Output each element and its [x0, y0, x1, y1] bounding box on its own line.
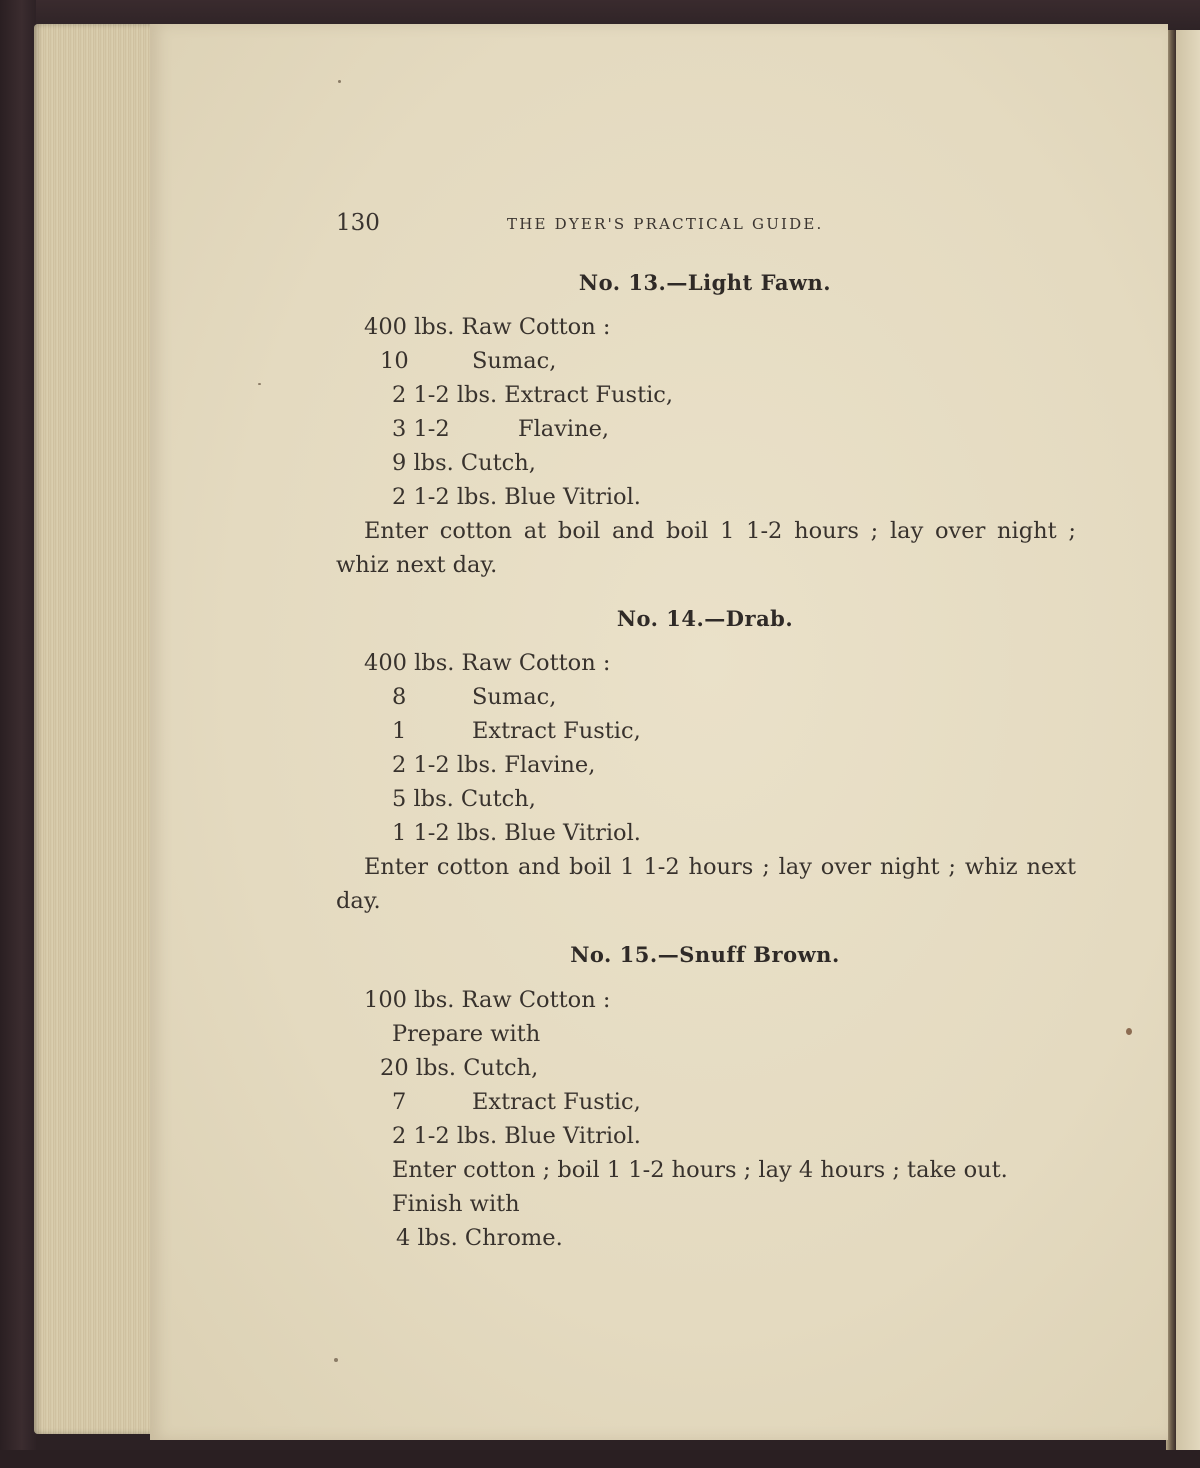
recipe-13-line-5: 9 lbs. Cutch, [392, 450, 536, 476]
recipe-13-line-2-item: Sumac, [472, 348, 557, 374]
recipe-14-line-2-qty: 8 [392, 684, 407, 710]
recipe-15-line-3: 20 lbs. Cutch, [380, 1055, 539, 1081]
page-number: 130 [336, 210, 380, 236]
recipe-13-line-1: 400 lbs. Raw Cotton : [364, 314, 611, 340]
running-title: THE DYER'S PRACTICAL GUIDE. [507, 215, 824, 233]
recipe-14-title: No. 14.—Drab. [616, 606, 794, 631]
recipe-13-line-4-item: Flavine, [518, 416, 610, 442]
recipe-14-line-3-qty: 1 [392, 718, 407, 744]
recipe-13-line-2-qty: 10 [380, 348, 409, 374]
recipe-13-line-6: 2 1-2 lbs. Blue Vitriol. [392, 484, 641, 510]
recipe-13-line-3: 2 1-2 lbs. Extract Fustic, [392, 382, 674, 408]
page-edges [34, 24, 156, 1434]
paper-speck [258, 383, 261, 385]
recipe-15-title: No. 15.—Snuff Brown. [570, 942, 840, 967]
facing-page-edge [1176, 30, 1200, 1450]
recipe-14-instructions: Enter cotton and boil 1 1-2 hours ; lay over night ; whiz next day. [336, 854, 1076, 914]
recipe-15-line-8: 4 lbs. Chrome. [396, 1225, 563, 1251]
book-cover-spine [0, 0, 36, 1468]
recipe-15-line-7: Finish with [392, 1191, 520, 1217]
recipe-14-line-4: 2 1-2 lbs. Flavine, [392, 752, 596, 778]
recipe-15-line-4-item: Extract Fustic, [472, 1089, 641, 1115]
paper-speck [334, 1358, 338, 1362]
recipe-15-line-6: Enter cotton ; boil 1 1-2 hours ; lay 4 hours ; take out. [392, 1157, 1008, 1183]
recipe-15-line-1: 100 lbs. Raw Cotton : [364, 987, 611, 1013]
recipe-14-line-5: 5 lbs. Cutch, [392, 786, 536, 812]
recipe-14-line-2-item: Sumac, [472, 684, 557, 710]
book-page [150, 24, 1168, 1440]
recipe-13-instructions: Enter cotton at boil and boil 1 1-2 hours ; lay over night ; whiz next day. [336, 518, 1076, 578]
recipe-15-line-4-qty: 7 [392, 1089, 407, 1115]
recipe-14-line-3-item: Extract Fustic, [472, 718, 641, 744]
recipe-14-line-6: 1 1-2 lbs. Blue Vitriol. [392, 820, 641, 846]
recipe-15-line-2: Prepare with [392, 1021, 541, 1047]
recipe-13-line-4-qty: 3 1-2 [392, 416, 450, 442]
book-cover-bottom [0, 1450, 1200, 1468]
recipe-14-line-1: 400 lbs. Raw Cotton : [364, 650, 611, 676]
recipe-13-title: No. 13.—Light Fawn. [578, 270, 832, 295]
recipe-15-line-5: 2 1-2 lbs. Blue Vitriol. [392, 1123, 641, 1149]
paper-speck [338, 80, 341, 83]
paper-speck [1126, 1028, 1132, 1035]
